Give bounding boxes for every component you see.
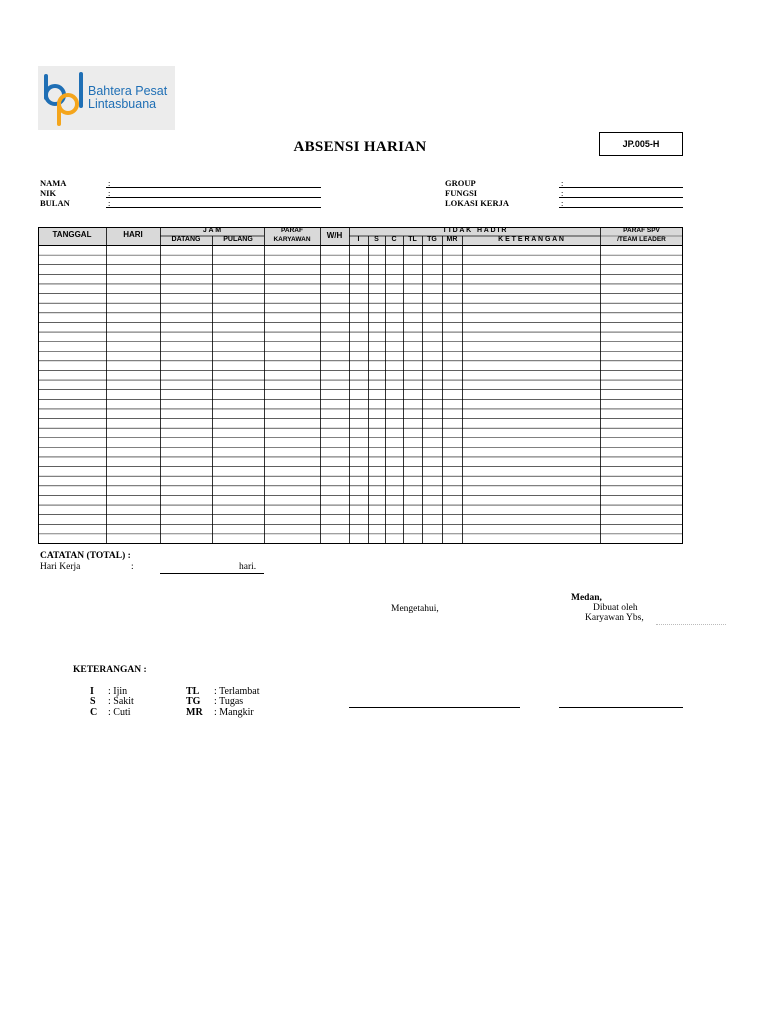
header-i: I [357,236,360,243]
bpl-logo-mark-icon [42,70,88,128]
header-jam: J A M [202,227,222,234]
field-line-lokasi-kerja[interactable] [559,207,683,208]
field-colon: : [561,188,564,198]
field-colon: : [561,178,564,188]
signature-line-mengetahui[interactable] [349,707,520,708]
signature-karyawan: Karyawan Ybs, [585,613,644,623]
catatan-title [40,551,131,561]
header-tl: TL [408,236,417,243]
document-code: JP.005-H [599,132,683,156]
header-c: C [391,236,397,243]
legend-desc-s: : Sakit [108,696,134,707]
signature-dibuat-oleh: Dibuat oleh [593,603,638,613]
field-line-group[interactable] [559,187,683,188]
legend-desc-tl: : Terlambat [214,686,260,697]
legend-code-c: C [90,707,98,718]
header-paraf-spv: PARAF SPV [623,227,660,234]
company-name-line2: Lintasbuana [88,97,157,111]
company-name [88,85,167,111]
catatan-title-colon: : [127,551,131,561]
header-mr: MR [446,236,458,243]
field-line-fungsi[interactable] [559,197,683,198]
field-line-bulan[interactable] [106,207,321,208]
field-label-lokasi-kerja: LOKASI KERJA [445,198,509,208]
table-border [39,228,683,544]
legend-desc-tg: : Tugas [214,696,244,707]
field-label-bulan: BULAN [40,198,70,208]
field-colon: : [561,198,564,208]
field-colon: : [108,178,111,188]
signature-line-karyawan[interactable] [559,707,683,708]
legend-desc-mr: : Mangkir [214,707,254,718]
header-pulang: PULANG [223,236,253,243]
field-label-group: GROUP [445,178,476,188]
legend-code-tg: TG [186,696,201,707]
legend-code-tl: TL [186,686,200,697]
hari-kerja-colon: : [131,562,134,572]
company-logo [38,66,175,130]
legend-title: KETERANGAN : [73,665,147,675]
header-paraf: PARAF [281,227,303,234]
legend-code-mr: MR [186,707,203,718]
header-karyawan: KARYAWAN [273,236,311,243]
document-title: ABSENSI HARIAN [293,139,427,155]
hari-kerja-input-line[interactable] [160,573,264,574]
field-label-nik: NIK [40,188,57,198]
legend-desc-c: : Cuti [108,707,131,718]
header-tg: TG [427,236,437,243]
attendance-table [38,227,683,544]
attendance-table-grid [38,227,683,544]
header-team-leader: /TEAM LEADER [617,236,666,243]
catatan-title-text: CATATAN (TOTAL) [40,551,126,561]
company-name-line1: Bahtera Pesat [88,84,168,98]
field-colon: : [108,188,111,198]
legend-code-i: I [90,686,94,697]
field-colon: : [108,198,111,208]
signature-dotted-line [656,624,726,625]
hari-kerja-unit: hari. [239,562,257,572]
field-label-nama: NAMA [40,178,67,188]
header-s: S [374,236,379,243]
field-label-fungsi: FUNGSI [445,188,478,198]
hari-kerja-label: Hari Kerja [40,562,81,572]
signature-city: Medan, [571,593,602,603]
field-line-nik[interactable] [106,197,321,198]
header-datang: DATANG [171,236,201,243]
header-keterangan: K E T E R A N G A N [498,236,564,243]
signature-mengetahui: Mengetahui, [391,604,439,614]
header-tidak-hadir: T I D A K H A D I R [442,227,507,234]
field-line-nama[interactable] [106,187,321,188]
legend-desc-i: : Ijin [108,686,128,697]
header-wh: W/H [326,231,343,240]
header-hari: HARI [123,230,143,239]
header-tanggal: TANGGAL [52,230,92,239]
legend-code-s: S [90,696,96,707]
